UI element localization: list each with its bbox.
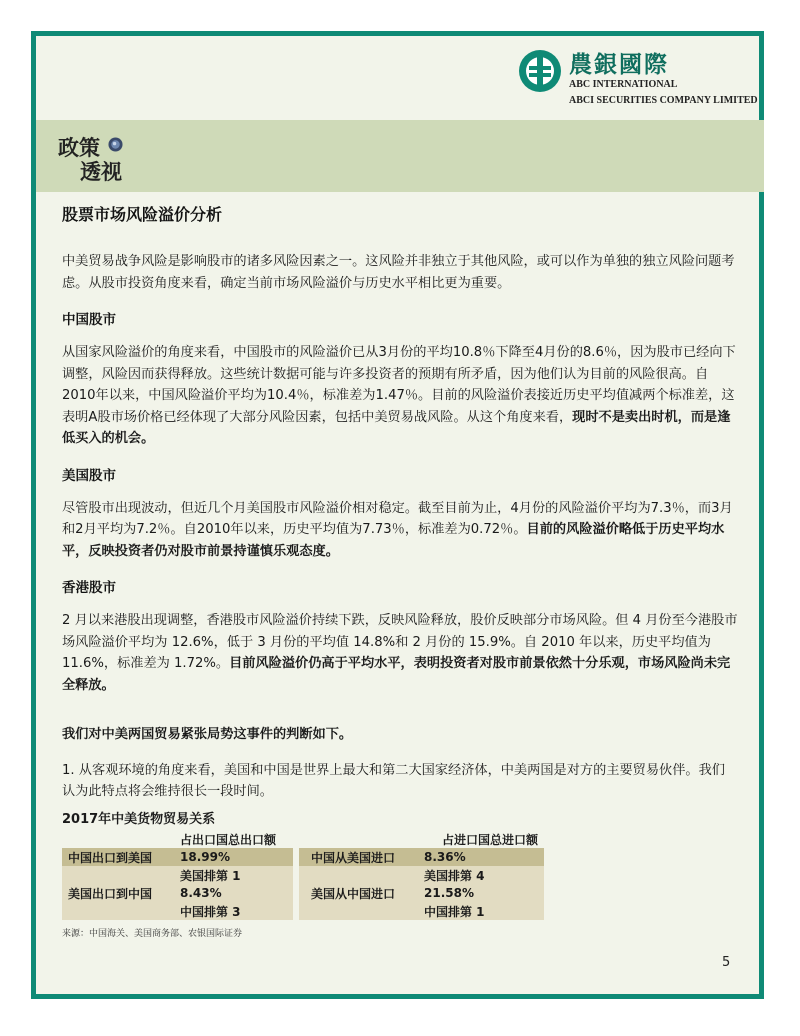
row-rank: 中国排第 1 <box>418 902 544 920</box>
china-paragraph <box>62 342 738 450</box>
judgement-line <box>62 724 738 746</box>
row-label: 美国从中国进口 <box>299 884 418 902</box>
section-title-line1: 政策 <box>58 135 100 160</box>
hk-conclusion: 目前风险溢价仍高于平均水平，表明投资者对股市前景依然十分乐观，市场风险尚未完全释放。 <box>62 656 731 693</box>
trade-table <box>62 830 544 920</box>
row-value: 18.99% <box>174 848 293 866</box>
header-spacer <box>62 830 174 848</box>
article-title: 股票市场风险溢价分析 <box>62 205 223 224</box>
us-conclusion: 目前的风险溢价略低于历史平均水平，反映投资者仍对股市前景持谨慎乐观态度。 <box>62 522 725 559</box>
china-heading: 中国股市 <box>62 312 116 328</box>
us-paragraph <box>62 498 738 563</box>
header-spacer <box>299 830 418 848</box>
table-row <box>62 884 544 902</box>
row-label-empty <box>299 902 418 920</box>
row-rank: 美国排第 4 <box>418 866 544 884</box>
intro-paragraph: 中美贸易战争风险是影响股市的诸多风险因素之一。这风险并非独立于其他风险，或可以作为单独的独立风险问题考虑。从股市投资角度来看，确定当前市场风险溢价与历史水平相比更为重要。 <box>62 254 735 291</box>
row-rank: 中国排第 3 <box>174 902 293 920</box>
target-dot-icon <box>108 137 123 152</box>
table-row <box>62 848 544 866</box>
row-label: 美国出口到中国 <box>62 884 174 902</box>
table-row <box>62 866 544 884</box>
logo-company-name: ABCI SECURITIES COMPANY LIMITED <box>569 95 758 106</box>
hk-heading: 香港股市 <box>62 580 116 596</box>
table-row <box>62 902 544 920</box>
table-source: 来源：中国海关、美国商务部、农银国际证券 <box>62 929 243 939</box>
header-import-share: 占进口国总进口额 <box>441 832 538 847</box>
row-value: 8.36% <box>418 848 544 866</box>
us-heading: 美国股市 <box>62 467 116 484</box>
row-value: 21.58% <box>418 884 544 902</box>
hk-text: 2 月以来港股出现调整，香港股市风险溢价持续下跌，反映风险释放，股价反映部分市场风险。但 4 月份至今港股市场风险溢价平均为 12.6%，低于 3 月份的平均值 14.8%和 2 月份的 15.9%。自 2010 年以来，历史平均值为 11.6%，标准差为 1.72%。 <box>62 613 738 671</box>
logo-chinese-name: 農銀國際 <box>569 51 669 78</box>
row-label: 中国从美国进口 <box>299 848 418 866</box>
table-header-row <box>62 830 544 848</box>
header-export-share: 占出口国总出口额 <box>180 832 277 847</box>
row-value: 8.43% <box>174 884 293 902</box>
row-rank: 美国排第 1 <box>174 866 293 884</box>
row-label-empty <box>299 866 418 884</box>
point-1: 1. 从客观环境的角度来看，美国和中国是世界上最大和第二大国家经济体，中美两国是对方的主要贸易伙伴。我们认为此特点将会维持很长一段时间。 <box>62 762 725 799</box>
row-label-empty <box>62 902 174 920</box>
trade-table-title: 2017年中美货物贸易关系 <box>62 812 216 827</box>
row-label-empty <box>62 866 174 884</box>
hk-paragraph <box>62 610 738 696</box>
abc-logo-icon <box>517 48 563 94</box>
us-text: 尽管股市出现波动，但近几个月美国股市风险溢价相对稳定。截至目前为止，4月份的风险溢价平均为7.3％，而3月和2月平均为7.2％。自2010年以来，历史平均值为7.73％，标准差为0.72％。 <box>62 500 733 537</box>
section-title-line2: 透视 <box>80 159 122 184</box>
section-title <box>58 132 168 182</box>
abci-logo <box>517 46 767 110</box>
logo-english-name: ABC INTERNATIONAL <box>569 79 678 90</box>
article-body <box>62 202 738 803</box>
judgement-text: 我们对中美两国贸易紧张局势这事件的判断如下。 <box>62 727 353 742</box>
page-number: 5 <box>722 955 731 970</box>
row-label: 中国出口到美国 <box>62 848 174 866</box>
china-conclusion: 现时不是卖出时机，而是逢低买入的机会。 <box>62 409 731 446</box>
china-text: 从国家风险溢价的角度来看，中国股市的风险溢价已从3月份的平均10.8％下降至4月份的8.6％，因为股市已经向下调整，风险因而获得释放。这些统计数据可能与许多投资者的预期有所矛盾，因为他们认为目前的风险很高。自2010年以来，中国风险溢价平均为10.4％，标准差为1.47％。目前的风险溢价表接近历史平均值减两个标准差，这表明A股市场价格已经体现了大部分风险因素，包括中美贸易战风险。从这个角度来看， <box>62 345 736 425</box>
